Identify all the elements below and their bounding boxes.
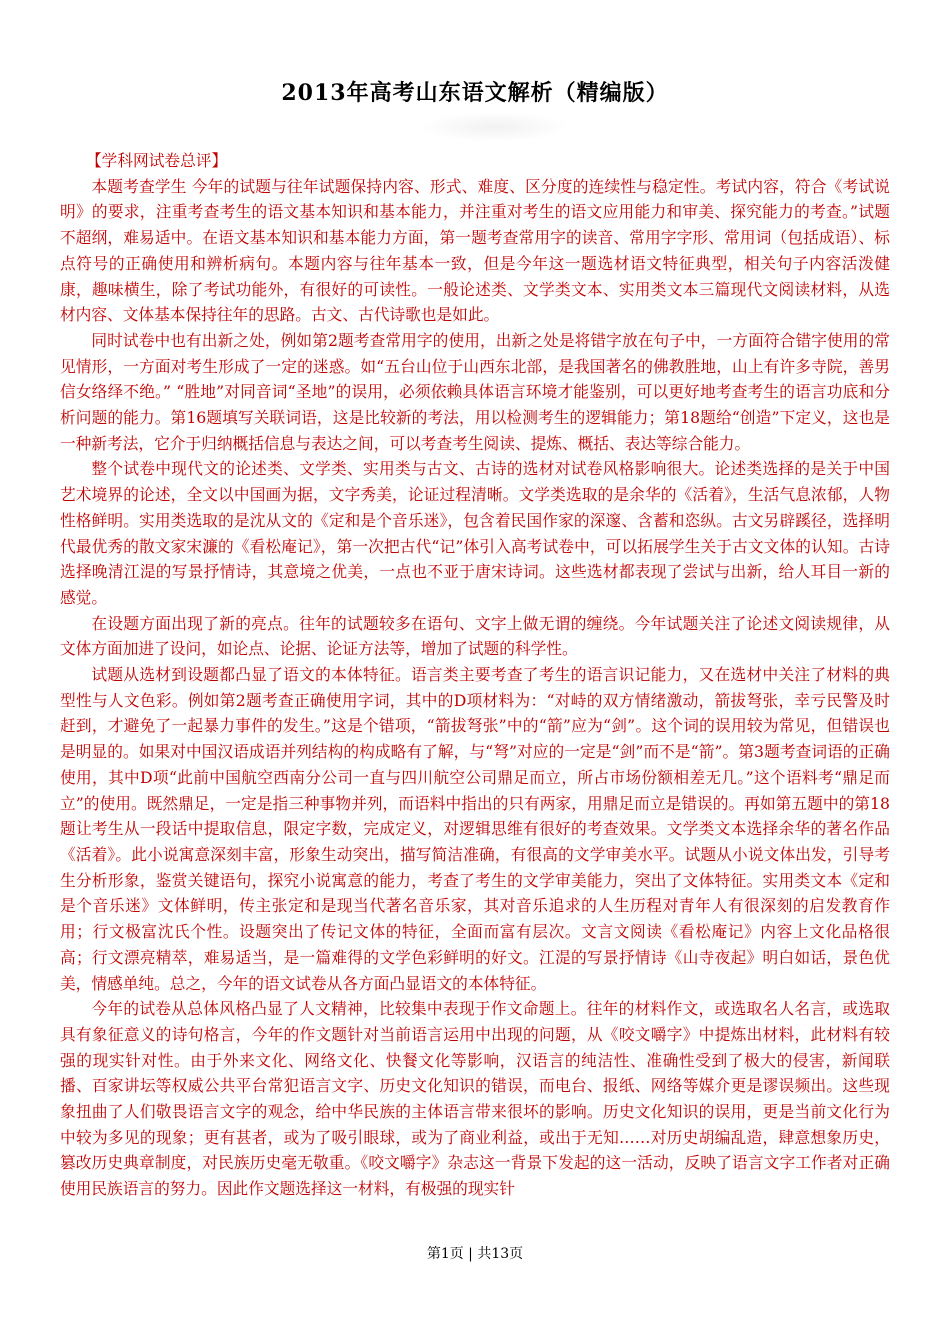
paragraph-1: 本题考查学生 今年的试题与往年试题保持内容、形式、难度、区分度的连续性与稳定性。考试内容，符合《考试说明》的要求，注重考查考生的语文基本知识和基本能力，并注重对考生的语文应用能力和审美、探究能力的考查。”试题不超纲，难易适中。在语文基本知识和基本能力方面，第一题考查常用字的读音、常用字字形、常用词（包括成语）、标点符号的正确使用和辨析病句。本题内容与往年基本一致，但是今年这一题选材语文特征典型，相关句子内容活泼健康，趣味横生，除了考试功能外，有很好的可读性。一般论述类、文学类文本、实用类文本三篇现代文阅读材料，从选材内容、文体基本保持往年的思路。古文、古代诗歌也是如此。 <box>60 176 890 325</box>
section-heading: 【学科网试卷总评】 <box>86 151 228 170</box>
page-footer: 第1页 | 共13页 <box>426 1246 524 1262</box>
watermark-logo <box>420 112 570 142</box>
paragraph-6: 今年的试卷从总体风格凸显了人文精神，比较集中表现于作文命题上。往年的材料作文，或选取名人名言，或选取具有象征意义的诗句格言，今年的作文题针对当前语言运用中出现的问题，从《咬文嚼字》中提炼出材料，此材料有较强的现实针对性。由于外来文化、网络文化、快餐文化等影响，汉语言的纯洁性、准确性受到了极大的侵害，新闻联播、百家讲坛等权威公共平台常犯语言文字、历史文化知识的错误，而电台、报纸、网络等媒介更是谬误频出。这些现象扭曲了人们敬畏语言文字的观念，给中华民族的主体语言带来很坏的影响。历史文化知识的误用，更是当前文化行为中较为多见的现象；更有甚者，或为了吸引眼球，或为了商业利益，或出于无知……对历史胡编乱造，肆意想象历史，篡改历史典章制度，对民族历史毫无敬重。《咬文嚼字》杂志这一背景下发起的这一活动，反映了语言文字工作者对正确使用民族语言的努力。因此作文题选择这一材料，有极强的现实针 <box>60 999 890 1199</box>
paragraph-2: 同时试卷中也有出新之处，例如第2题考查常用字的使用，出新之处是将错字放在句子中，一方面符合错字使用的常见情形，一方面对考生形成了一定的迷惑。如“五台山位于山西东北部，是我国著名的佛教胜地，山上有许多寺院，善男信女络绎不绝。” “胜地”对同音词“圣地”的误用，必须依赖具体语言环境才能鉴别，可以更好地考查考生的语言功底和分析问题的能力。第16题填写关联词语，这是比较新的考法，用以检测考生的逻辑能力；第18题给“创造”下定义，这也是一种新考法，它介于归纳概括信息与表达之间，可以考查考生阅读、提炼、概括、表达等综合能力。 <box>60 330 890 453</box>
paragraph-3: 整个试卷中现代文的论述类、文学类、实用类与古文、古诗的选材对试卷风格影响很大。论述类选择的是关于中国艺术境界的论述，全文以中国画为据，文字秀美，论证过程清晰。文学类选取的是余华的《活着》，生活气息浓郁，人物性格鲜明。实用类选取的是沈从文的《定和是个音乐迷》，包含着民国作家的深邃、含蓄和恣纵。古文另辟蹊径，选择明代最优秀的散文家宋濂的《看松庵记》，第一次把古代“记”体引入高考试卷中，可以拓展学生关于古文文体的认知。古诗选择晚清江湜的写景抒情诗，其意境之优美，一点也不亚于唐宋诗词。这些选材都表现了尝试与出新，给人耳目一新的感觉。 <box>60 459 890 607</box>
paragraph-4: 在设题方面出现了新的亮点。往年的试题较多在语句、文字上做无谓的缠绕。今年试题关注了论述文阅读规律，从文体方面加进了设问，如论点、论据、论证方法等，增加了试题的科学性。 <box>60 613 890 659</box>
document-body <box>60 148 890 1202</box>
paragraph-5: 试题从选材到设题都凸显了语文的本体特征。语言类主要考查了考生的语言识记能力，又在选材中关注了材料的典型性与人文色彩。例如第2题考查正确使用字词，其中的D项材料为：“对峙的双方情绪激动，箭拔弩张，幸亏民警及时赶到，才避免了一起暴力事件的发生。”这是个错项，“箭拔弩张”中的“箭”应为“剑”。这个词的误用较为常见，但错误也是明显的。如果对中国汉语成语并列结构的构成略有了解，与“弩”对应的一定是“剑”而不是“箭”。第3题考查词语的正确使用，其中D项“此前中国航空西南分公司一直与四川航空公司鼎足而立，所占市场份额相差无几。”这个语料考“鼎足而立”的使用。既然鼎足，一定是指三种事物并列，而语料中指出的只有两家，用鼎足而立是错误的。再如第五题中的第18题让考生从一段话中提取信息，限定字数，完成定义，对逻辑思维有很好的考查效果。文学类文本选择余华的著名作品《活着》。此小说寓意深刻丰富，形象生动突出，描写简洁准确，有很高的文学审美水平。试题从小说文体出发，引导考生分析形象，鉴赏关键语句，探究小说寓意的能力，考查了考生的文学审美能力，突出了文体特征。实用类文本《定和是个音乐迷》文体鲜明，传主张定和是现当代著名音乐家，其对音乐追求的人生历程对青年人有很深刻的启发教育作用；行文极富沈氏个性。设题突出了传记文体的特征，全面而富有层次。文言文阅读《看松庵记》内容上文化品格很高；行文漂亮精萃，难易适当，是一篇难得的文学色彩鲜明的好文。江湜的写景抒情诗《山寺夜起》明白如话，景色优美，情感单纯。总之，今年的语文试卷从各方面凸显语文的本体特征。 <box>60 665 890 993</box>
document-title: 2013年高考山东语文解析（精编版） <box>281 80 669 106</box>
